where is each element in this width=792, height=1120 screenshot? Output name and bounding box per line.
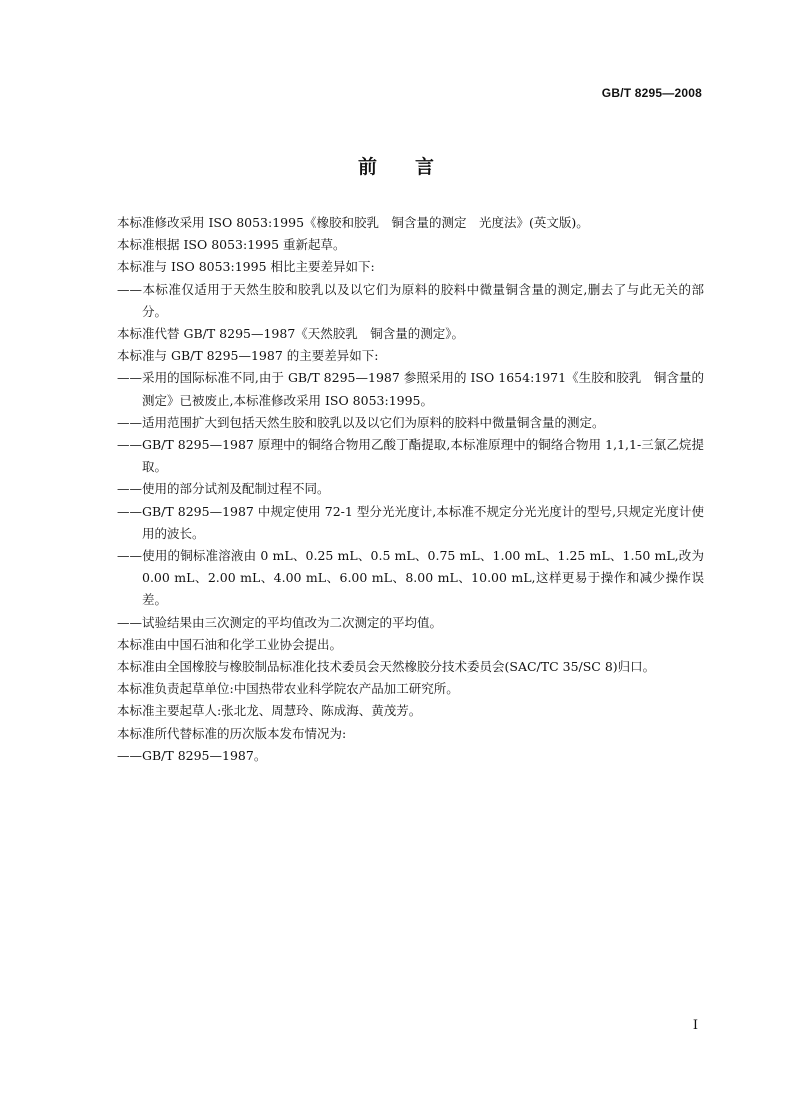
paragraph-drafting-unit: 本标准负责起草单位:中国热带农业科学院农产品加工研究所。 — [117, 681, 459, 697]
paragraph-adoption: 本标准修改采用 ISO 8053:1995《橡胶和胶乳 铜含量的测定 光度法》(英文版)。 — [117, 215, 589, 230]
list-item: ——采用的国际标准不同,由于 GB/T 8295—1987 参照采用的 ISO 1654:1971《生胶和胶乳 铜含量的测定》已被废止,本标准修改采用 ISO 8053:1995。 — [117, 370, 704, 408]
paragraph-proposed-by: 本标准由中国石油和化学工业协会提出。 — [117, 636, 343, 652]
list-item: ——使用的铜标准溶液由 0 mL、0.25 mL、0.5 mL、0.75 mL、1.00 mL、1.25 mL、1.50 mL,改为 0.00 mL、2.00 mL、4.00 mL、6.00 mL、8.00 mL、10.00 mL,这样更易于操作和减少操作误差。 — [117, 548, 704, 608]
foreword-body — [92, 212, 704, 767]
paragraph-iso-differences-intro: 本标准与 ISO 8053:1995 相比主要差异如下: — [117, 259, 375, 275]
page-title: 前言 — [357, 156, 472, 178]
list-item: ——GB/T 8295—1987 中规定使用 72-1 型分光光度计,本标准不规定分光光度计的型号,只规定光度计使用的波长。 — [117, 503, 704, 541]
list-item: ——GB/T 8295—1987 原理中的铜络合物用乙酸丁酯提取,本标准原理中的铜络合物用 1,1,1-三氯乙烷提取。 — [117, 437, 704, 475]
paragraph-under-jurisdiction: 本标准由全国橡胶与橡胶制品标准化技术委员会天然橡胶分技术委员会(SAC/TC 35/SC 8)归口。 — [117, 659, 656, 675]
paragraph-drafting-basis: 本标准根据 ISO 8053:1995 重新起草。 — [117, 237, 346, 253]
page-number: I — [692, 1018, 698, 1033]
list-item: ——本标准仅适用于天然生胶和胶乳以及以它们为原料的胶料中微量铜含量的测定,删去了与此无关的部分。 — [117, 281, 704, 319]
list-item: ——GB/T 8295—1987。 — [117, 747, 267, 763]
standard-code: GB/T 8295—2008 — [601, 86, 702, 100]
list-item: ——试验结果由三次测定的平均值改为二次测定的平均值。 — [117, 614, 443, 630]
list-item: ——使用的部分试剂及配制过程不同。 — [117, 481, 330, 497]
paragraph-replaces: 本标准代替 GB/T 8295—1987《天然胶乳 铜含量的测定》。 — [117, 326, 465, 342]
paragraph-previous-editions-intro: 本标准所代替标准的历次版本发布情况为: — [117, 725, 347, 741]
paragraph-drafters: 本标准主要起草人:张北龙、周慧玲、陈成海、黄茂芳。 — [117, 703, 422, 719]
paragraph-gbt-differences-intro: 本标准与 GB/T 8295—1987 的主要差异如下: — [117, 348, 379, 364]
list-item: ——适用范围扩大到包括天然生胶和胶乳以及以它们为原料的胶料中微量铜含量的测定。 — [117, 414, 605, 430]
